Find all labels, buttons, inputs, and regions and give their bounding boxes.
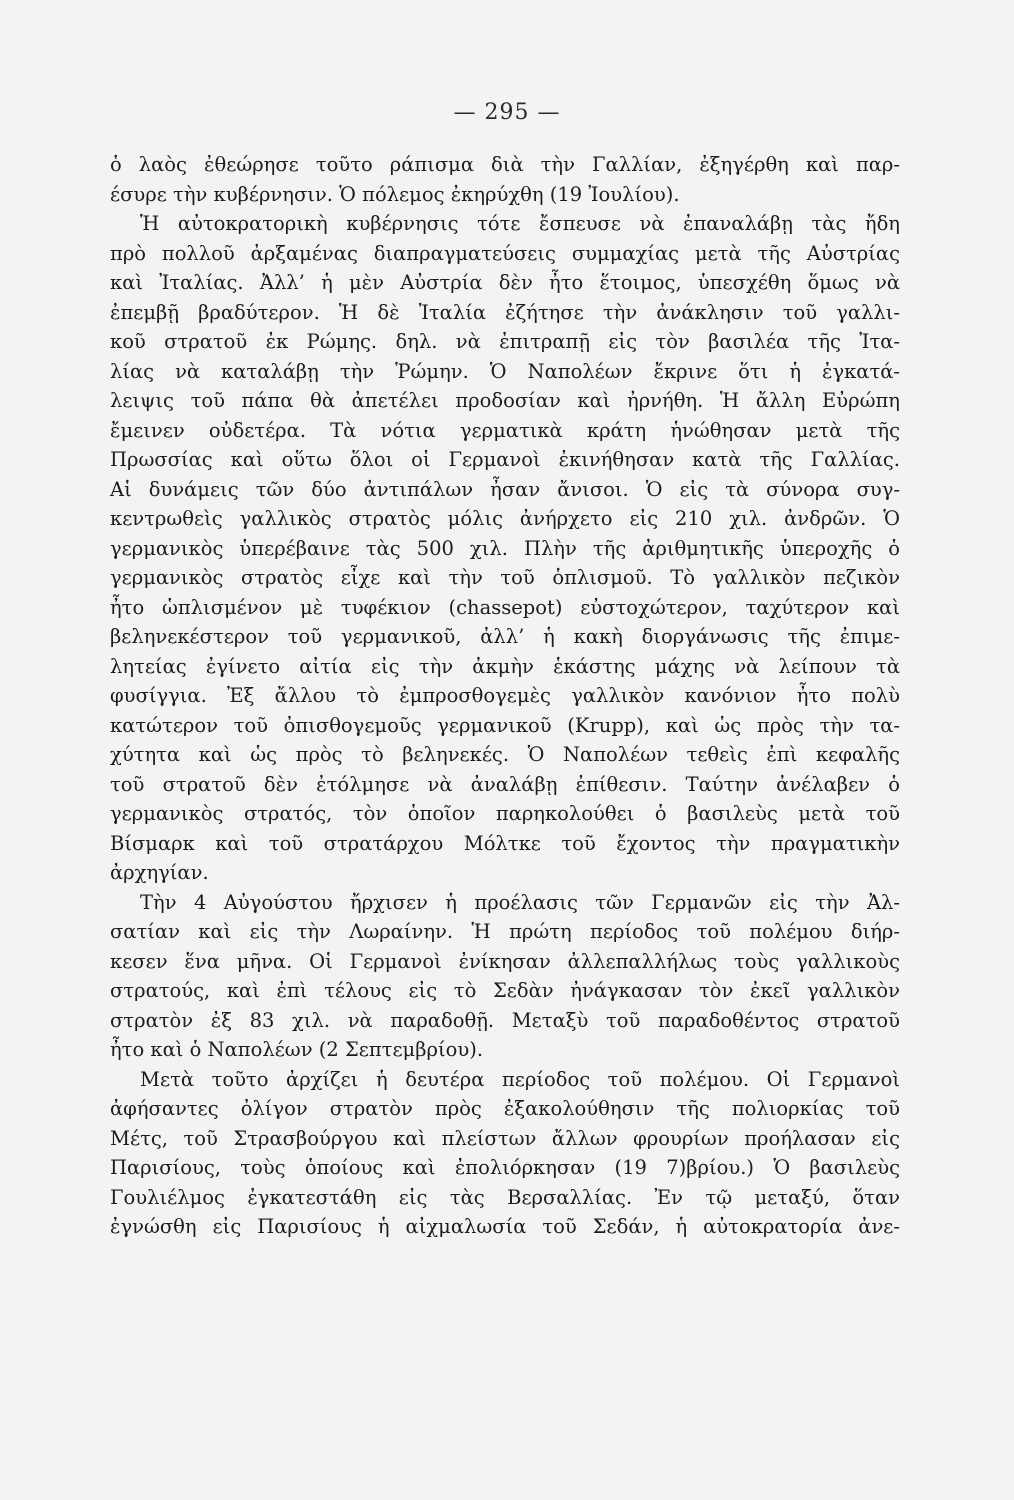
text-line: φυσίγγια. Ἐξ ἄλλου τὸ ἐμπροσθογεμὲς γαλλικὸν κανόνιον ἦτο πολὺ bbox=[110, 684, 900, 707]
text-line: βεληνεκέστερον τοῦ γερμανικοῦ, ἀλλ’ ἡ κακὴ διοργάνωσις τῆς ἐπιμε- bbox=[110, 625, 900, 648]
body-text bbox=[110, 150, 900, 1242]
text-line: κοῦ στρατοῦ ἐκ Ρώμης. δηλ. νὰ ἐπιτραπῇ εἰς τὸν βασιλέα τῆς Ἰτα- bbox=[110, 330, 900, 353]
text-line: γερμανικὸς στρατὸς εἶχε καὶ τὴν τοῦ ὁπλισμοῦ. Τὸ γαλλικὸν πεζικὸν bbox=[110, 566, 900, 589]
text-line: τοῦ στρατοῦ δὲν ἐτόλμησε νὰ ἀναλάβῃ ἐπίθεσιν. Ταύτην ἀνέλαβεν ὁ bbox=[110, 772, 900, 796]
text-line: ἐπεμβῇ βραδύτερον. Ἡ δὲ Ἰταλία ἐζήτησε τὴν ἀνάκλησιν τοῦ γαλλι- bbox=[110, 300, 900, 324]
text-line: στρατὸν ἐξ 83 χιλ. νὰ παραδοθῇ. Μεταξὺ τοῦ παραδοθέντος στρατοῦ bbox=[110, 1008, 900, 1032]
text-line: ἔμεινεν οὐδετέρα. Τὰ νότια γερματικὰ κράτη ἡνώθησαν μετὰ τῆς bbox=[110, 418, 900, 442]
text-line: λίας νὰ καταλάβῃ τὴν Ῥώμην. Ὁ Ναπολέων ἔκρινε ὅτι ἡ ἐγκατά- bbox=[110, 359, 900, 383]
text-line: Ἡ αὐτοκρατορικὴ κυβέρνησις τότε ἔσπευσε νὰ ἐπαναλάβῃ τὰς ἤδη bbox=[140, 212, 900, 235]
text-line: Βίσμαρκ καὶ τοῦ στρατάρχου Μόλτκε τοῦ ἔχοντος τὴν πραγματικὴν bbox=[110, 831, 900, 855]
text-line: ἀρχηγίαν. bbox=[110, 861, 209, 884]
text-line: Πρωσσίας καὶ οὕτω ὅλοι οἱ Γερμανοὶ ἐκινήθησαν κατὰ τῆς Γαλλίας. bbox=[110, 448, 900, 471]
text-line: σατίαν καὶ εἰς τὴν Λωραίνην. Ἡ πρώτη περίοδος τοῦ πολέμου διήρ- bbox=[110, 920, 900, 943]
text-line: Τὴν 4 Αὐγούστου ἤρχισεν ἡ προέλασις τῶν Γερμανῶν εἰς τὴν Ἀλ- bbox=[140, 890, 900, 914]
text-line: λειψις τοῦ πάπα θὰ ἀπετέλει προδοσίαν καὶ ἠρνήθη. Ἡ ἄλλη Εὐρώπη bbox=[110, 389, 900, 412]
page-number: — 295 — bbox=[453, 100, 561, 125]
text-line: Αἱ δυνάμεις τῶν δύο ἀντιπάλων ἦσαν ἄνισοι. Ὁ εἰς τὰ σύνορα συγ- bbox=[110, 477, 900, 501]
text-line: κεντρωθεὶς γαλλικὸς στρατὸς μόλις ἀνήρχετο εἰς 210 χιλ. ἀνδρῶν. Ὁ bbox=[110, 507, 900, 530]
text-line: Γουλιέλμος ἐγκατεστάθη εἰς τὰς Βερσαλλίας. Ἐν τῷ μεταξύ, ὅταν bbox=[110, 1185, 900, 1209]
text-line: πρὸ πολλοῦ ἀρξαμένας διαπραγματεύσεις συμμαχίας μετὰ τῆς Αὐστρίας bbox=[110, 241, 900, 265]
text-line: ἀφήσαντες ὀλίγον στρατὸν πρὸς ἐξακολούθησιν τῆς πολιορκίας τοῦ bbox=[110, 1097, 900, 1120]
text-line: στρατούς, καὶ ἐπὶ τέλους εἰς τὸ Σεδὰν ἠνάγκασαν τὸν ἐκεῖ γαλλικὸν bbox=[110, 979, 900, 1002]
text-line: κεσεν ἕνα μῆνα. Οἱ Γερμανοὶ ἐνίκησαν ἀλλεπαλλήλως τοὺς γαλλικοὺς bbox=[110, 949, 900, 973]
text-line: ἦτο ὡπλισμένον μὲ τυφέκιον (chassepot) εὐστοχώτερον, ταχύτερον καὶ bbox=[110, 595, 900, 619]
text-line: κατώτερον τοῦ ὀπισθογεμοῦς γερμανικοῦ (Krupp), καὶ ὡς πρὸς τὴν τα- bbox=[110, 713, 900, 737]
text-line: Μετὰ τοῦτο ἀρχίζει ἡ δευτέρα περίοδος τοῦ πολέμου. Οἱ Γερμανοὶ bbox=[140, 1067, 900, 1091]
text-line: καὶ Ἰταλίας. Ἀλλ’ ἡ μὲν Αὐστρία δὲν ἦτο ἕτοιμος, ὑπεσχέθη ὅμως νὰ bbox=[110, 271, 900, 294]
text-line: λητείας ἐγίνετο αἰτία εἰς τὴν ἀκμὴν ἑκάστης μάχης νὰ λείπουν τὰ bbox=[110, 654, 900, 678]
text-line: χύτητα καὶ ὡς πρὸς τὸ βεληνεκές. Ὁ Ναπολέων τεθεὶς ἐπὶ κεφαλῆς bbox=[110, 743, 900, 766]
text-line: γερμανικὸς ὑπερέβαινε τὰς 500 χιλ. Πλὴν τῆς ἀριθμητικῆς ὑπεροχῆς ὁ bbox=[110, 536, 900, 560]
text-line: Μέτς, τοῦ Στρασβούργου καὶ πλείστων ἄλλων φρουρίων προήλασαν εἰς bbox=[110, 1126, 900, 1150]
text-line: ἦτο καὶ ὁ Ναπολέων (2 Σεπτεμβρίου). bbox=[110, 1038, 484, 1061]
text-line: ἐγνώσθη εἰς Παρισίους ἡ αἰχμαλωσία τοῦ Σεδάν, ἡ αὐτοκρατορία ἀνε- bbox=[110, 1215, 900, 1238]
text-line: ὁ λαὸς ἐθεώρησε τοῦτο ράπισμα διὰ τὴν Γαλλίαν, ἐξηγέρθη καὶ παρ- bbox=[110, 153, 900, 176]
text-line: Παρισίους, τοὺς ὁποίους καὶ ἐπολιόρκησαν (19 7)βρίου.) Ὁ βασιλεὺς bbox=[110, 1156, 900, 1179]
text-line: γερμανικὸς στρατός, τὸν ὁποῖον παρηκολούθει ὁ βασιλεὺς μετὰ τοῦ bbox=[110, 802, 900, 825]
text-line: έσυρε τὴν κυβέρνησιν. Ὁ πόλεμος ἐκηρύχθη (19 Ἰουλίου). bbox=[110, 182, 680, 206]
